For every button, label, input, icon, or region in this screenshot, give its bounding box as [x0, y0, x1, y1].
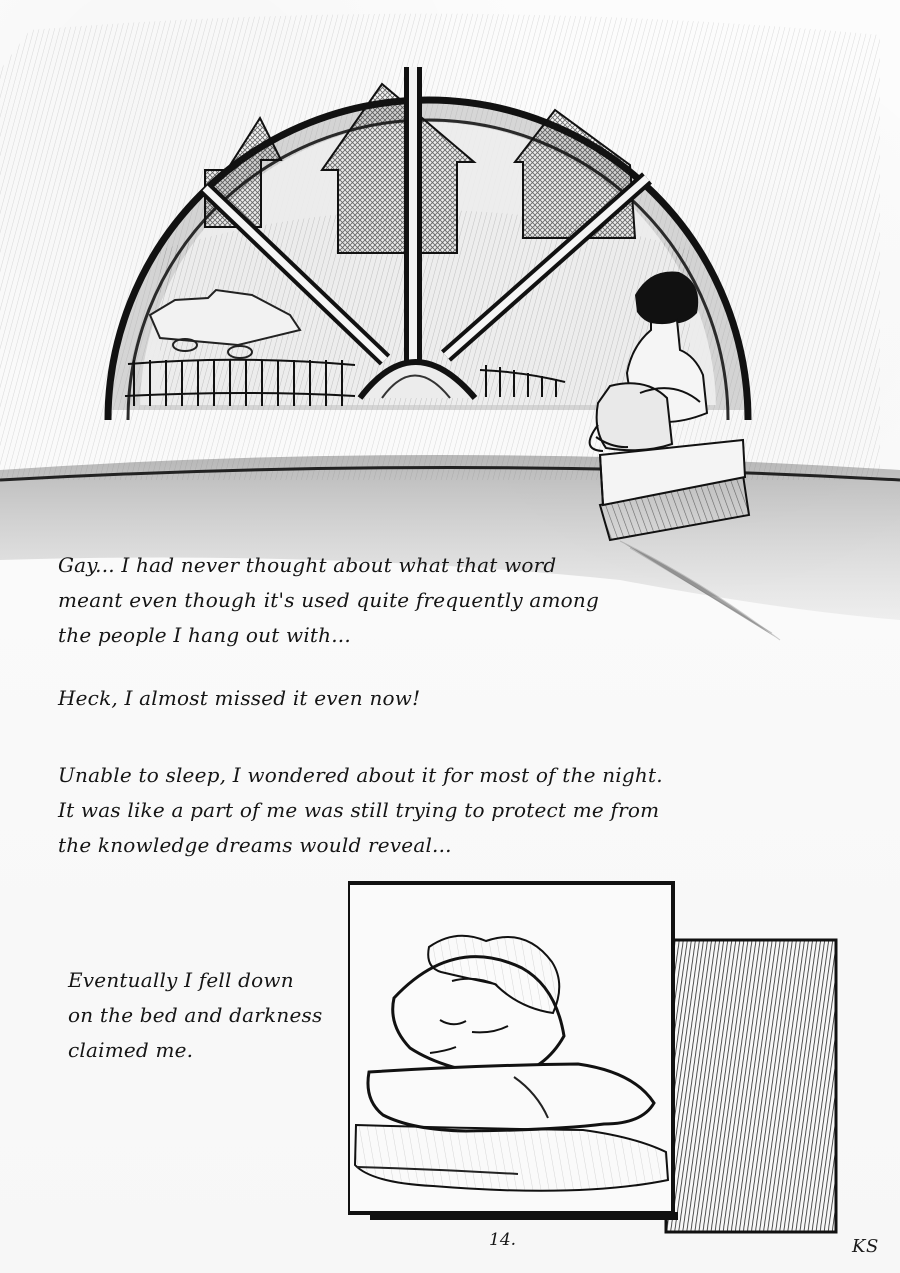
story-paragraph-2: Heck, I almost missed it even now! — [58, 686, 421, 710]
page-number: 14. — [489, 1230, 517, 1250]
sleeping-illustration — [348, 880, 848, 1235]
story-paragraph-3: Unable to sleep, I wondered about it for most of the night. It was like a part of me was still trying to protect me from the knowledge dreams would reveal... — [58, 763, 663, 857]
story-paragraph-1: Gay... I had never thought about what that word meant even though it's used quite frequently among the people I hang out with... — [58, 553, 599, 647]
story-paragraph-4: Eventually I fell down on the bed and darkness claimed me. — [68, 968, 323, 1062]
artist-initials: KS — [852, 1236, 879, 1257]
